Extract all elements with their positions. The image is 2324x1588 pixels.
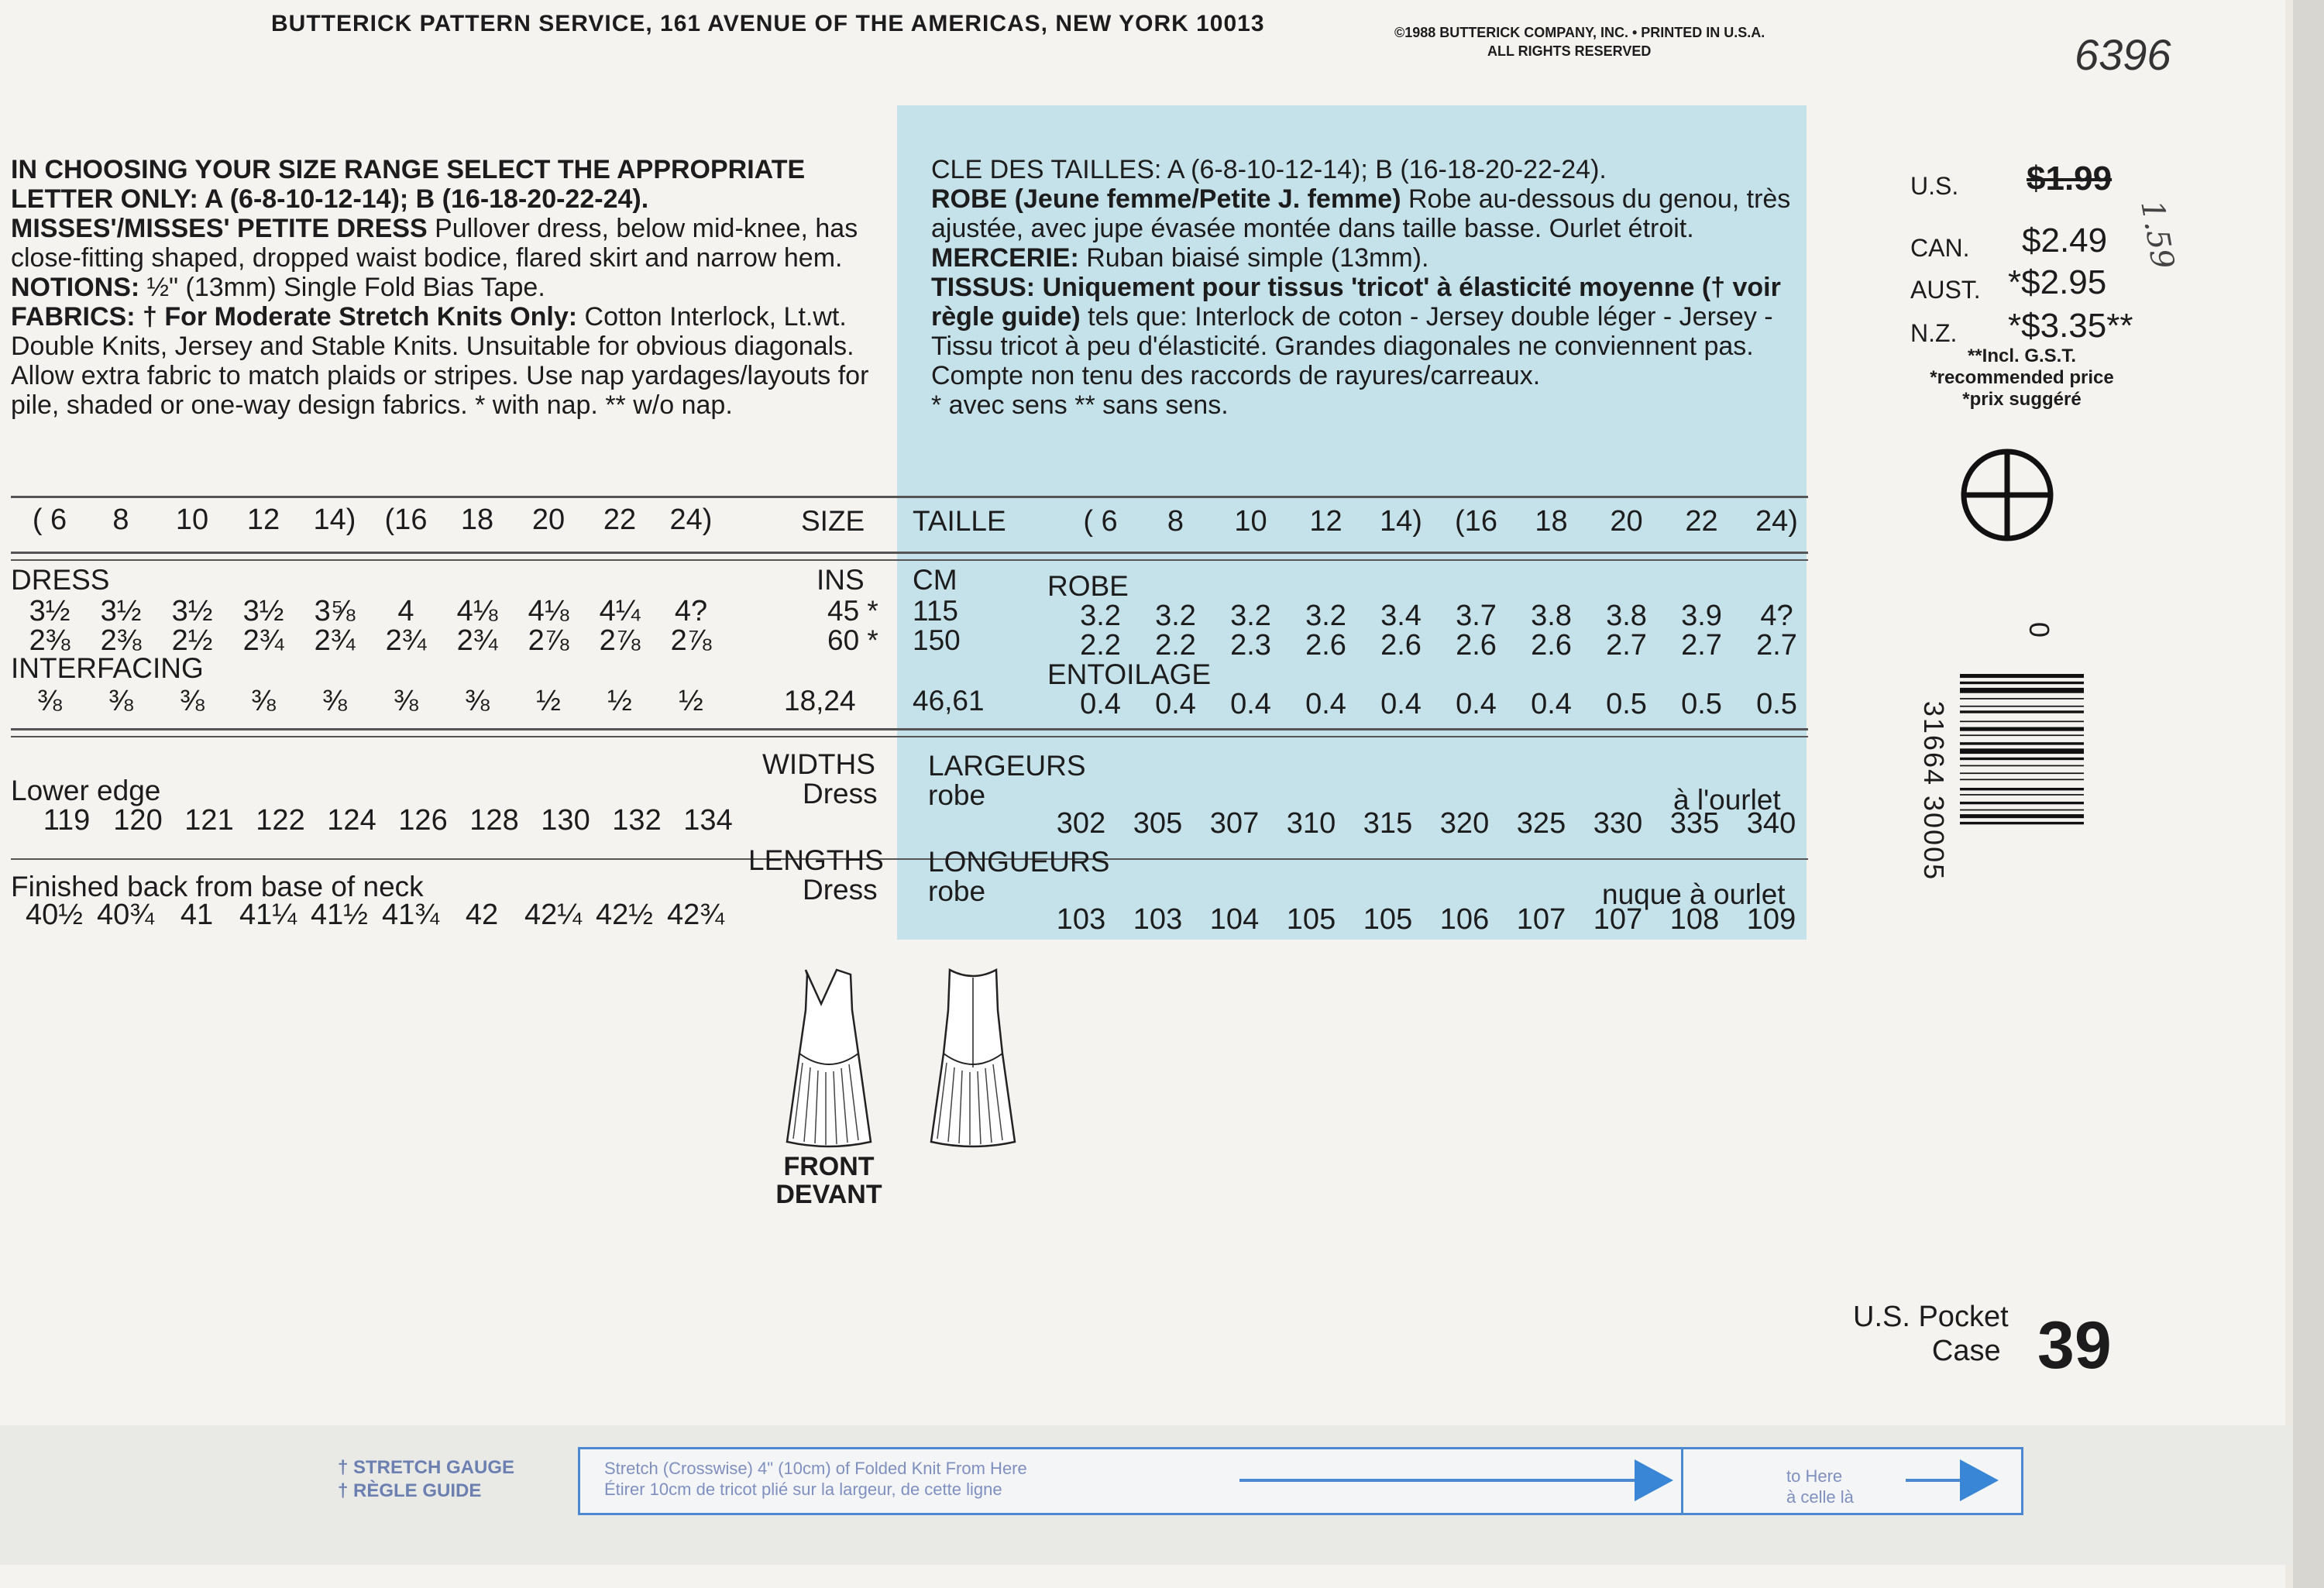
size-header-fr: ( 6 8 10 12 14) (16 18 20 22 24) — [1083, 505, 1798, 538]
widths-label: WIDTHS — [762, 748, 875, 780]
front-caption: FRONT DEVANT — [775, 1152, 882, 1209]
barcode-bar — [1960, 734, 2084, 736]
cm-150: 150 — [913, 624, 961, 656]
longueurs-robe: robe — [928, 875, 986, 907]
taille-label: TAILLE — [913, 505, 1006, 537]
largeurs-label: LARGEURS — [928, 750, 1086, 782]
longueurs-label: LONGUEURS — [928, 846, 1110, 878]
price-us: U.S. — [1910, 172, 1959, 200]
largeurs-robe: robe — [928, 779, 986, 811]
dress-description: MISSES'/MISSES' PETITE DRESS Pullover dress, below mid-knee, has close-fitting shaped, dropped waist bodice, flared skirt and narrow hem. — [11, 214, 858, 273]
barcode-number: 31664 30005 — [1918, 700, 1951, 882]
width-45: 45 * — [827, 595, 878, 627]
barcode-bar — [1960, 682, 2084, 684]
barcode-bar — [1960, 765, 2084, 767]
barcode-digit: 0 — [2023, 621, 2056, 638]
size-header-en: ( 6 8 10 12 14) (16 18 20 22 24) — [32, 504, 713, 536]
tissus: TISSUS: Uniquement pour tissus 'tricot' à élasticité moyenne († voir règle guide) tels que: Interlock de coton - Jersey double léger - Jersey - Tissu tricot à peu d'élasticité. Grandes diagonales ne conviennent pas. Compte non tenu des raccords de rayures/carreaux. — [931, 273, 1781, 390]
barcode-bar — [1960, 772, 2084, 774]
service-address: BUTTERICK PATTERN SERVICE, 161 AVENUE OF THE AMERICAS, NEW YORK 10013 — [271, 11, 1265, 36]
size-label: SIZE — [801, 505, 865, 537]
price-can-value: $2.49 — [2022, 222, 2108, 260]
price-aust-label: AUST. — [1910, 276, 1981, 304]
longueurs-row: 103 103 104 105 105 106 107 107 108 109 — [1056, 903, 1796, 936]
price-nz-value: *$3.35** — [2008, 307, 2133, 345]
handwritten-price: 1.59 — [2133, 198, 2181, 272]
table-rule — [11, 552, 1808, 554]
barcode-bar — [1960, 674, 2084, 678]
cm-115: 115 — [913, 595, 958, 627]
robe-150-row: 2.2 2.2 2.3 2.6 2.6 2.6 2.6 2.7 2.7 2.7 — [1080, 629, 1797, 662]
a-lourlet-label: à l'ourlet — [1673, 784, 1781, 816]
robe-115-row: 3.2 3.2 3.2 3.2 3.4 3.7 3.8 3.8 3.9 4? — [1080, 600, 1793, 632]
registration-mark-icon — [1960, 448, 2054, 542]
cle-des-tailles: CLE DES TAILLES: A (6-8-10-12-14); B (16-18-20-22-24). — [931, 155, 1607, 184]
robe-description: ROBE (Jeune femme/Petite J. femme) Robe au-dessous du genou, très ajustée, avec jupe évasée montée dans taille basse. Ourlet étroit. — [931, 184, 1791, 243]
sens-note: * avec sens ** sans sens. — [931, 390, 1229, 420]
barcode-bar — [1960, 814, 2084, 818]
fabrics: FABRICS: † For Moderate Stretch Knits Only: Cotton Interlock, Lt.wt. Double Knits, Jersey and Stable Knits. Unsuitable for obvious diagonals. Allow extra fabric to match plaids or stripes. Use nap yardages/layouts for pile, shaded or one-way design fabrics. * with nap. ** w/o nap. — [11, 302, 869, 420]
barcode-bar — [1960, 727, 2084, 731]
price-can-label: CAN. — [1910, 234, 1970, 262]
barcode-bar — [1960, 758, 2084, 760]
barcode-bar — [1960, 721, 2084, 723]
barcode-bar — [1960, 788, 2084, 790]
envelope-edge — [2285, 0, 2293, 1588]
lower-edge-label: Lower edge — [11, 775, 161, 806]
entoilage-row: 0.4 0.4 0.4 0.4 0.4 0.4 0.4 0.5 0.5 0.5 — [1080, 688, 1797, 720]
price-aust-value: *$2.95 — [2008, 263, 2107, 301]
entoilage-label: ENTOILAGE — [1047, 658, 1212, 690]
robe-label: ROBE — [1047, 570, 1129, 602]
finished-back-label: Finished back from base of neck — [11, 871, 424, 902]
interfacing-width: 18,24 — [784, 685, 856, 717]
stretch-gauge-instructions: Stretch (Crosswise) 4" (10cm) of Folded Knit From Here Étirer 10cm de tricot plié sur la largeur, de cette ligne — [604, 1459, 1027, 1499]
cm-label: CM — [913, 564, 957, 596]
barcode-bar — [1960, 809, 2084, 811]
table-rule — [11, 736, 1808, 737]
entoilage-width: 46,61 — [913, 685, 985, 717]
gauge-to-here: to Here à celle là — [1786, 1466, 1854, 1507]
pocket-case-label: U.S. Pocket Case — [1853, 1301, 2009, 1367]
barcode-bar — [1960, 748, 2084, 754]
size-range-note: IN CHOOSING YOUR SIZE RANGE SELECT THE APPROPRIATE LETTER ONLY: A (6-8-10-12-14); B (16-18-20-22-24). — [11, 155, 806, 214]
dress-label: DRESS — [11, 564, 110, 596]
lengths-row: 40½ 40¾ 41 41¼ 41½ 41¾ 42 42¼ 42½ 42¾ — [26, 899, 724, 931]
barcode-bar — [1960, 822, 2084, 824]
mercerie: MERCERIE: Ruban biaisé simple (13mm). — [931, 243, 1429, 273]
envelope-edge-shadow — [2293, 0, 2324, 1588]
notions: NOTIONS: ½" (13mm) Single Fold Bias Tape. — [11, 273, 545, 302]
barcode-bar — [1960, 698, 2084, 699]
pocket-case-number: 39 — [2037, 1308, 2112, 1383]
ins-label: INS — [816, 564, 865, 596]
dress-60-row: 2⅜ 2⅜ 2½ 2¾ 2¾ 2¾ 2¾ 2⅞ 2⅞ 2⅞ — [29, 624, 712, 657]
barcode-bar — [1960, 710, 2084, 713]
table-rule — [11, 858, 1808, 860]
dress-front-illustration — [782, 967, 875, 1150]
lower-edge-row: 119 120 121 122 124 126 128 130 132 134 — [43, 804, 733, 837]
table-rule — [11, 728, 1808, 730]
arrow-right-icon — [1239, 1453, 1689, 1507]
lengths-dress: Dress — [803, 874, 878, 906]
price-nz-label: N.Z. — [1910, 319, 1958, 347]
table-rule — [11, 496, 1808, 498]
french-description — [931, 155, 1799, 420]
dress-back-illustration — [927, 967, 1019, 1150]
copyright-notice: ©1988 BUTTERICK COMPANY, INC. • PRINTED IN U.S.A. ALL RIGHTS RESERVED — [1394, 25, 1765, 59]
gauge-divider — [1681, 1447, 1683, 1515]
nuque-label: nuque à ourlet — [1602, 878, 1786, 910]
gst-note: **Incl. G.S.T. *recommended price *prix suggéré — [1930, 345, 2114, 410]
widths-dress: Dress — [803, 778, 878, 809]
table-rule — [11, 559, 1808, 561]
largeurs-row: 302 305 307 310 315 320 325 330 335 340 — [1056, 807, 1796, 840]
barcode-bar — [1960, 794, 2084, 796]
barcode-bar — [1960, 688, 2084, 693]
width-60: 60 * — [827, 624, 878, 656]
arrow-right-icon — [1906, 1453, 2006, 1507]
barcode-bar — [1960, 802, 2084, 804]
interfacing-row: ⅜ ⅜ ⅜ ⅜ ⅜ ⅜ ⅜ ½ ½ ½ — [37, 685, 703, 717]
interfacing-label: INTERFACING — [11, 652, 204, 684]
barcode-bar — [1960, 706, 2084, 707]
price-us-value: $1.99 — [2027, 160, 2113, 198]
lengths-label: LENGTHS — [748, 844, 884, 876]
barcode-bar — [1960, 779, 2084, 781]
barcode-bar — [1960, 742, 2084, 744]
pattern-number: 6396 — [2075, 30, 2171, 79]
english-description — [11, 155, 883, 420]
stretch-gauge-label: † STRETCH GAUGE † RÈGLE GUIDE — [338, 1457, 515, 1501]
dress-45-row: 3½ 3½ 3½ 3½ 3⅝ 4 4⅛ 4⅛ 4¼ 4? — [29, 595, 708, 627]
